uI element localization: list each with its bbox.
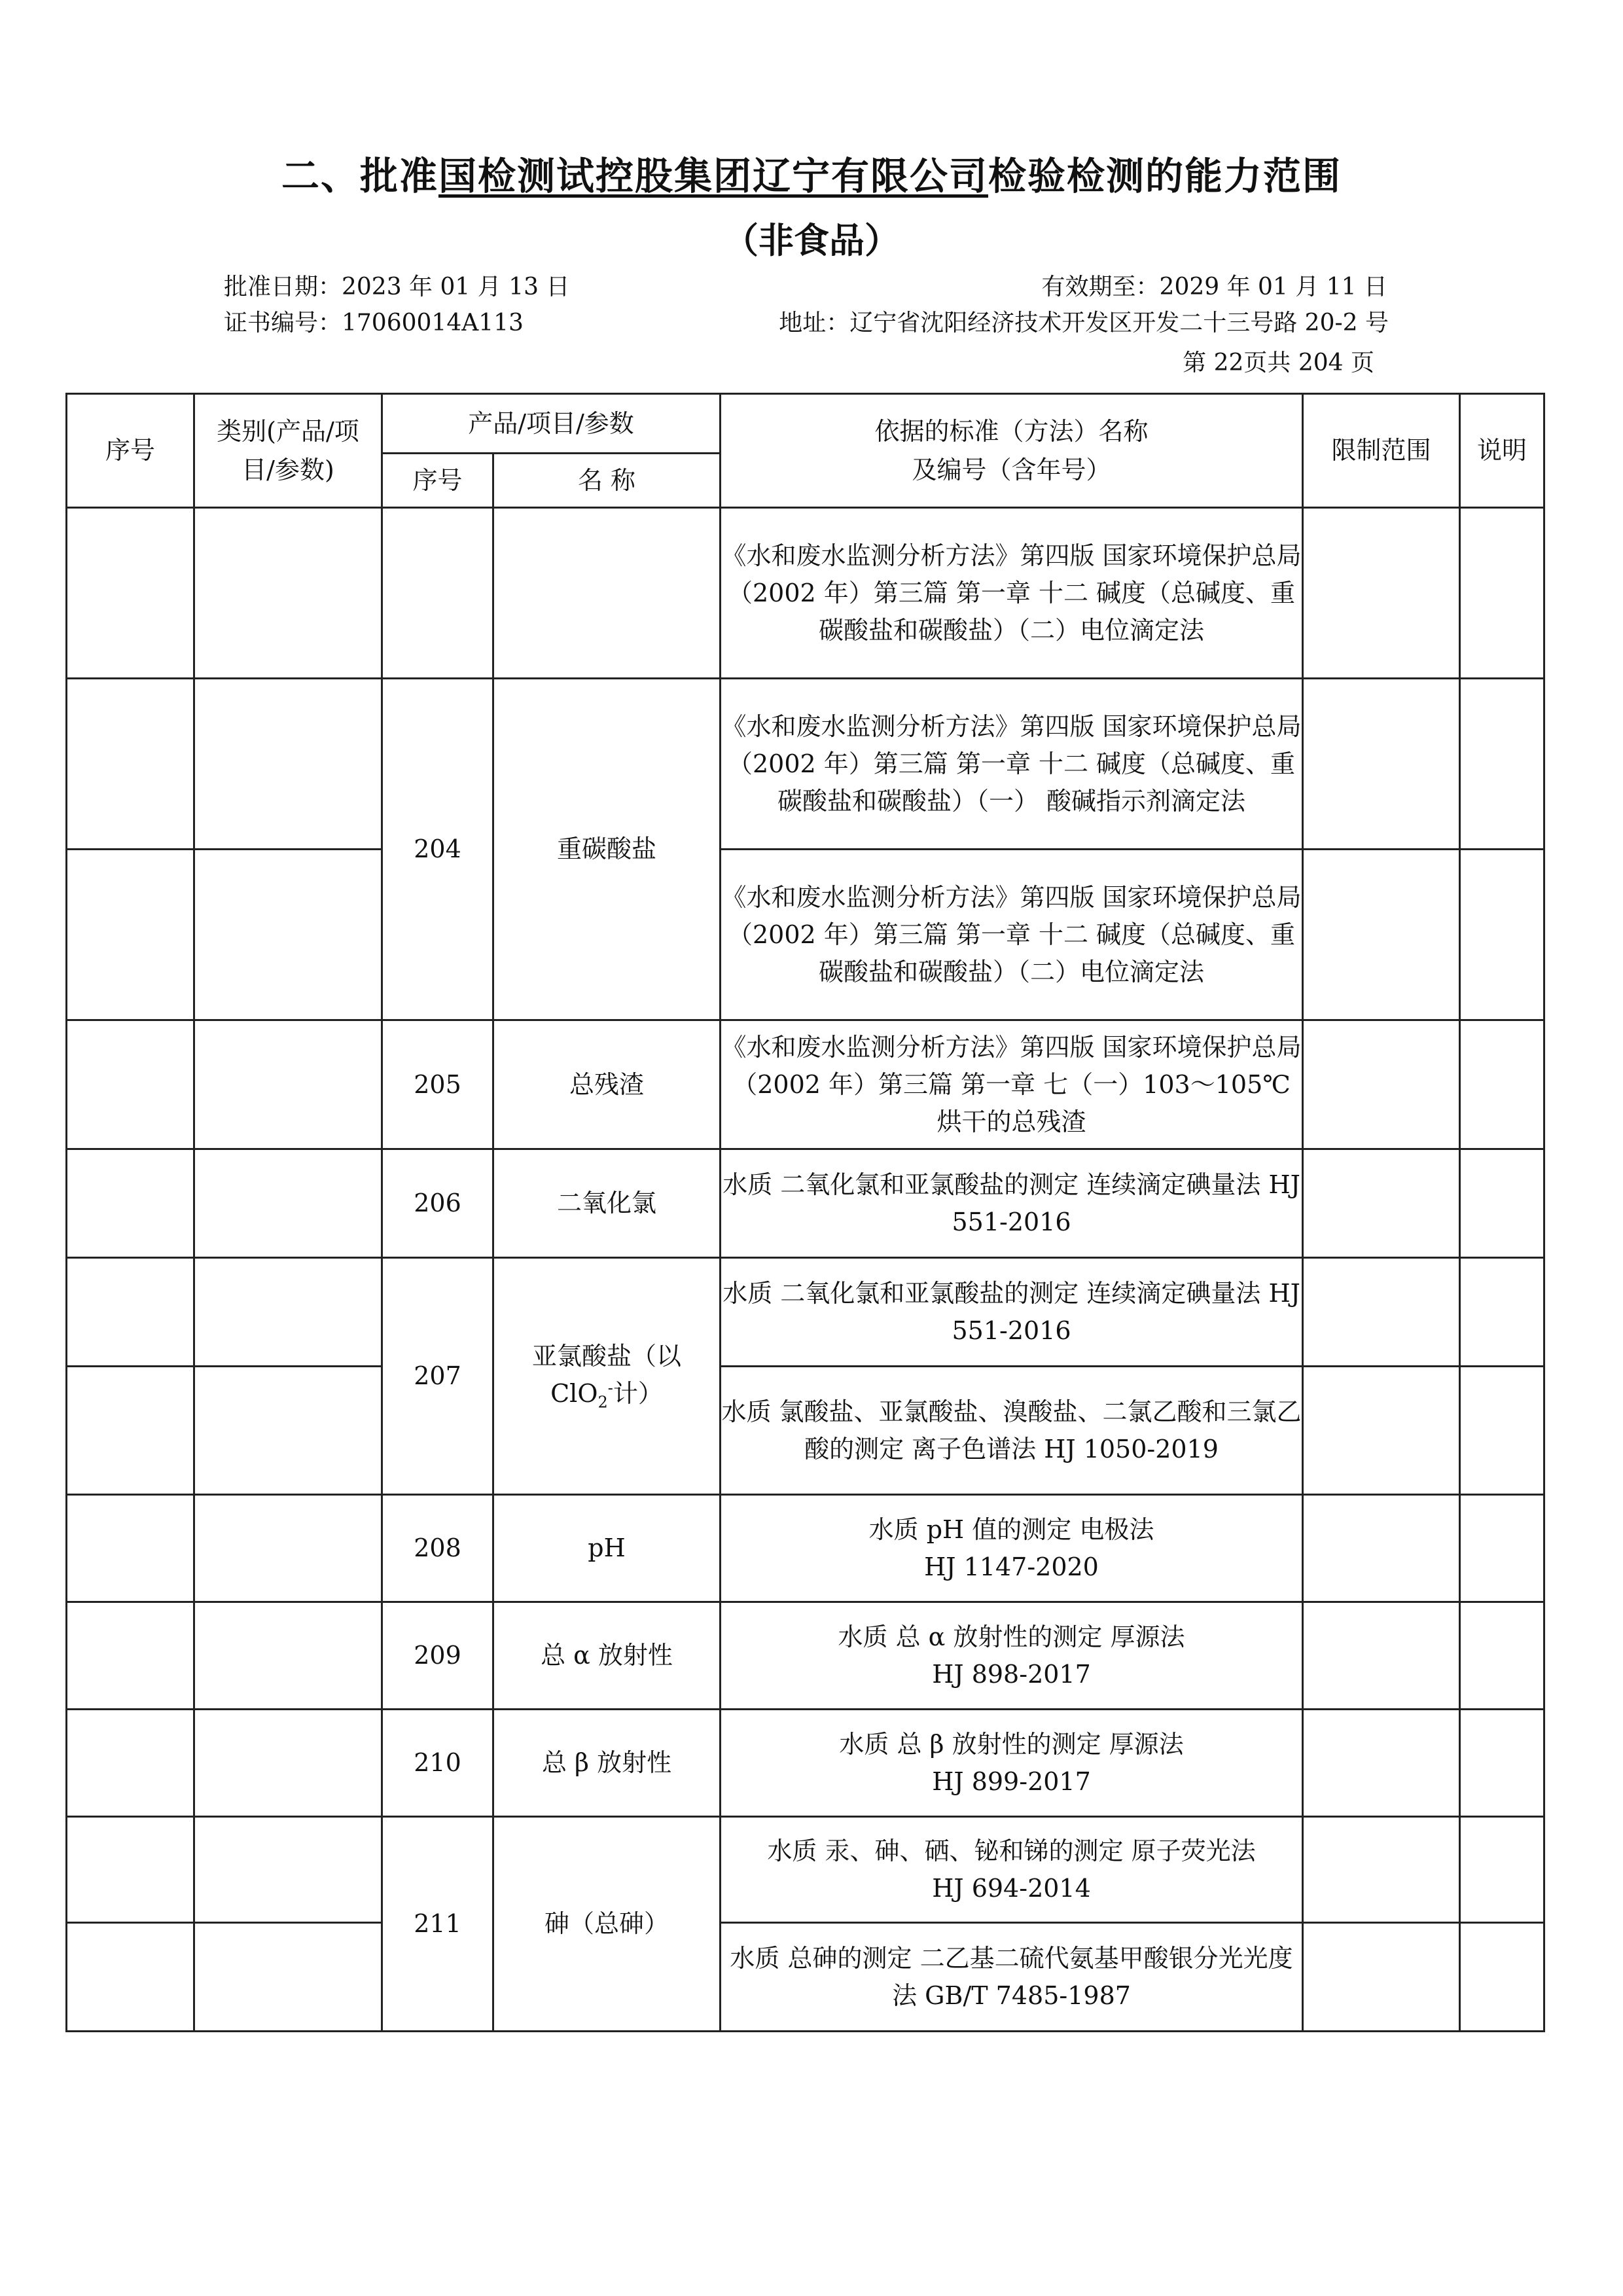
item-name: 总 α 放射性 bbox=[493, 1602, 721, 1710]
header-standard bbox=[721, 394, 1303, 508]
table-row bbox=[67, 1367, 1544, 1495]
certificate-number: 证书编号：17060014A113 bbox=[224, 310, 524, 336]
item-name-line1: 亚氯酸盐（以 bbox=[532, 1342, 682, 1371]
standard-cell: 水质 二氧化氯和亚氯酸盐的测定 连续滴定碘量法 HJ 551-2016 bbox=[721, 1258, 1303, 1367]
item-name: 总残渣 bbox=[493, 1020, 721, 1149]
item-name: 砷（总砷） bbox=[493, 1817, 721, 2032]
header-category-text: 类别(产品/项目/参数) bbox=[217, 416, 359, 484]
address: 地址：辽宁省沈阳经济技术开发区开发二十三号路 20-2 号 bbox=[779, 310, 1389, 336]
item-name: 二氧化氯 bbox=[493, 1149, 721, 1258]
standard-cell: 水质 pH 值的测定 电极法 HJ 1147-2020 bbox=[721, 1495, 1303, 1602]
item-name bbox=[493, 1258, 721, 1495]
table-row bbox=[67, 1495, 1544, 1602]
header-note: 说明 bbox=[1460, 394, 1544, 508]
standard-cell: 水质 氯酸盐、亚氯酸盐、溴酸盐、二氯乙酸和三氯乙酸的测定 离子色谱法 HJ 1050-2019 bbox=[721, 1367, 1303, 1495]
standard-cell: 水质 总砷的测定 二乙基二硫代氨基甲酸银分光光度法 GB/T 7485-1987 bbox=[721, 1923, 1303, 2032]
header-sub-seq: 序号 bbox=[382, 454, 493, 508]
title-org: 国检测试控股集团辽宁有限公司 bbox=[438, 154, 988, 198]
item-seq: 206 bbox=[382, 1149, 493, 1258]
item-seq: 209 bbox=[382, 1602, 493, 1710]
table-row bbox=[67, 850, 1544, 1020]
item-name: 重碳酸盐 bbox=[493, 679, 721, 1020]
table-row bbox=[67, 1602, 1544, 1710]
table-row bbox=[67, 1817, 1544, 1923]
item-name: 总 β 放射性 bbox=[493, 1710, 721, 1817]
capability-table bbox=[65, 393, 1545, 2032]
table-row bbox=[67, 1149, 1544, 1258]
page-title bbox=[0, 145, 1623, 200]
standard-cell: 水质 汞、砷、硒、铋和锑的测定 原子荧光法 HJ 694-2014 bbox=[721, 1817, 1303, 1923]
standard-cell: 水质 总 α 放射性的测定 厚源法 HJ 898-2017 bbox=[721, 1602, 1303, 1710]
header-standard-line1: 依据的标准（方法）名称 bbox=[874, 416, 1149, 446]
item-seq: 204 bbox=[382, 679, 493, 1020]
item-seq: 210 bbox=[382, 1710, 493, 1817]
item-name: pH bbox=[493, 1495, 721, 1602]
item-seq: 211 bbox=[382, 1817, 493, 2032]
header-seq: 序号 bbox=[67, 394, 194, 508]
standard-cell: 《水和废水监测分析方法》第四版 国家环境保护总局（2002 年）第三篇 第一章 十二 碱度（总碱度、重碳酸盐和碳酸盐）（一） 酸碱指示剂滴定法 bbox=[721, 679, 1303, 850]
table-row bbox=[67, 1258, 1544, 1367]
header-category bbox=[194, 394, 382, 508]
header-standard-line2: 及编号（含年号） bbox=[912, 455, 1111, 484]
page-number: 第 22页共 204 页 bbox=[1183, 350, 1374, 376]
page-subtitle: （非食品） bbox=[723, 220, 900, 261]
header-product-group: 产品/项目/参数 bbox=[382, 394, 721, 454]
item-seq: 208 bbox=[382, 1495, 493, 1602]
approval-date: 批准日期：2023 年 01 月 13 日 bbox=[224, 274, 570, 300]
title-prefix: 二、批准 bbox=[281, 154, 438, 198]
header-sub-name: 名 称 bbox=[493, 454, 721, 508]
standard-cell: 水质 二氧化氯和亚氯酸盐的测定 连续滴定碘量法 HJ 551-2016 bbox=[721, 1149, 1303, 1258]
table-row bbox=[67, 1923, 1544, 2032]
item-seq: 205 bbox=[382, 1020, 493, 1149]
table-row bbox=[67, 1710, 1544, 1817]
header-limit: 限制范围 bbox=[1303, 394, 1460, 508]
item-name-line2: ClO$_2$-计） bbox=[550, 1378, 663, 1412]
valid-until: 有效期至：2029 年 01 月 11 日 bbox=[1041, 274, 1387, 300]
item-seq: 207 bbox=[382, 1258, 493, 1495]
table-header-row bbox=[67, 394, 1544, 454]
standard-cell: 《水和废水监测分析方法》第四版 国家环境保护总局（2002 年）第三篇 第一章 七（一）103～105℃烘干的总残渣 bbox=[721, 1020, 1303, 1149]
table-row bbox=[67, 508, 1544, 679]
standard-cell: 《水和废水监测分析方法》第四版 国家环境保护总局（2002 年）第三篇 第一章 十二 碱度（总碱度、重碳酸盐和碳酸盐）（二）电位滴定法 bbox=[721, 508, 1303, 679]
title-suffix: 检验检测的能力范围 bbox=[988, 154, 1342, 198]
table-row bbox=[67, 1020, 1544, 1149]
standard-cell: 水质 总 β 放射性的测定 厚源法 HJ 899-2017 bbox=[721, 1710, 1303, 1817]
standard-cell: 《水和废水监测分析方法》第四版 国家环境保护总局（2002 年）第三篇 第一章 十二 碱度（总碱度、重碳酸盐和碳酸盐）（二）电位滴定法 bbox=[721, 850, 1303, 1020]
table-row bbox=[67, 679, 1544, 850]
